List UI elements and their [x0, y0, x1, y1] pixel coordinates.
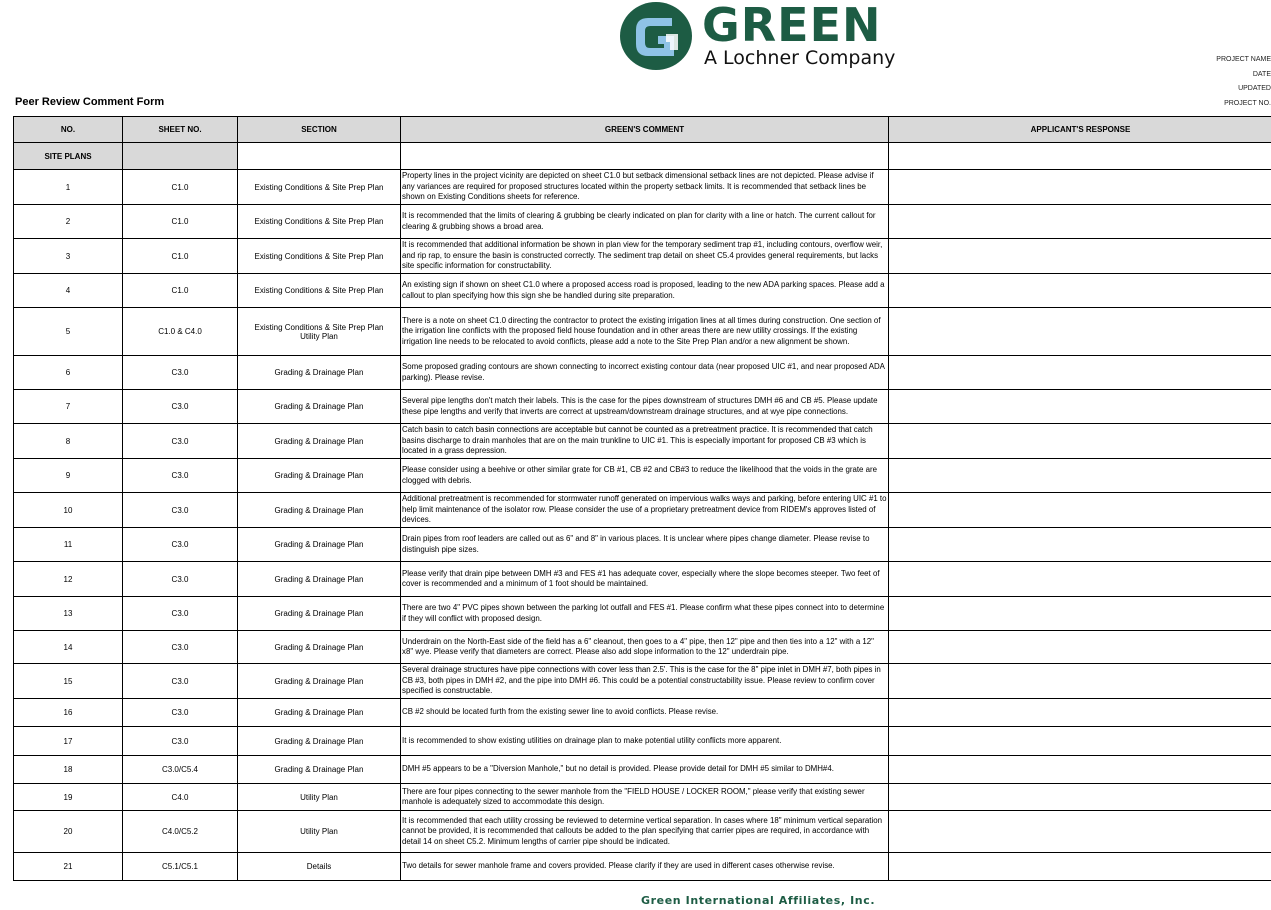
row-no: 11	[14, 528, 123, 562]
row-response	[889, 528, 1271, 562]
date-label: DATE	[1252, 70, 1271, 78]
table-row	[14, 356, 1271, 390]
header-no: NO.	[14, 117, 123, 143]
row-section: Grading & Drainage Plan	[238, 597, 401, 631]
row-no: 10	[14, 493, 123, 528]
green-g-logo-icon	[620, 2, 692, 70]
row-comment: Catch basin to catch basin connections are acceptable but cannot be counted as a pretreatment practice. It is recommended that catch basins discharge to drain manholes that are on the main trunkline to UIC #1. This is especially important for proposed CB #3 which is located in a grass depression.	[401, 424, 889, 459]
header-applicant-response: APPLICANT'S RESPONSE	[889, 117, 1271, 143]
row-response	[889, 239, 1271, 274]
row-sheet-no: C3.0	[123, 356, 238, 390]
row-no: 9	[14, 459, 123, 493]
row-section: Grading & Drainage Plan	[238, 631, 401, 664]
row-response	[889, 274, 1271, 308]
row-no: 7	[14, 390, 123, 424]
row-sheet-no: C1.0	[123, 205, 238, 239]
row-sheet-no: C1.0	[123, 170, 238, 205]
form-title: Peer Review Comment Form	[15, 96, 165, 108]
row-sheet-no: C3.0	[123, 424, 238, 459]
row-no: 19	[14, 784, 123, 811]
row-no: 17	[14, 727, 123, 756]
row-response	[889, 459, 1271, 493]
row-response	[889, 727, 1271, 756]
logo-wordmark: GREEN	[702, 0, 882, 52]
project-name-label: PROJECT NAME	[1216, 56, 1271, 63]
row-comment: Some proposed grading contours are shown connecting to incorrect existing contour data (near proposed UIC #1, and near proposed ADA parking). Please revise.	[401, 356, 889, 390]
row-response	[889, 597, 1271, 631]
table-row	[14, 308, 1271, 356]
table-row	[14, 597, 1271, 631]
row-sheet-no: C3.0	[123, 597, 238, 631]
row-comment: There is a note on sheet C1.0 directing the contractor to protect the existing irrigation lines at all times during construction. One section of the irrigation line conflicts with the proposed field house foundation and in other areas there are new utility crossings. If the existing irrigation line needs to be relocated to avoid conflicts, please add a note to the Site Prep Plan and/or a new alignment be shown.	[401, 308, 889, 356]
row-response	[889, 756, 1271, 784]
header-row	[14, 117, 1271, 143]
row-comment: There are two 4" PVC pipes shown between the parking lot outfall and FES #1. Please confirm what these pipes connect into to determine if they will conflict with proposed design.	[401, 597, 889, 631]
row-response	[889, 853, 1271, 881]
row-no: 4	[14, 274, 123, 308]
row-no: 13	[14, 597, 123, 631]
row-sheet-no: C3.0	[123, 459, 238, 493]
table-row	[14, 756, 1271, 784]
table-row	[14, 205, 1271, 239]
row-response	[889, 631, 1271, 664]
row-sheet-no: C4.0/C5.2	[123, 811, 238, 853]
row-sheet-no: C3.0	[123, 631, 238, 664]
row-response	[889, 699, 1271, 727]
table-row	[14, 274, 1271, 308]
table-row	[14, 562, 1271, 597]
row-no: 3	[14, 239, 123, 274]
table-row	[14, 239, 1271, 274]
row-comment: CB #2 should be located furth from the existing sewer line to avoid conflicts. Please revise.	[401, 699, 889, 727]
row-section: Existing Conditions & Site Prep Plan	[238, 205, 401, 239]
row-comment: An existing sign if shown on sheet C1.0 where a proposed access road is proposed, leading to the new ADA parking spaces. Please add a callout to plan specifying how this sign she be handled during site preparation.	[401, 274, 889, 308]
row-section: Existing Conditions & Site Prep Plan	[238, 274, 401, 308]
row-comment: It is recommended that additional information be shown in plan view for the temporary sediment trap #1, including contours, overflow weir, and rip rap, to ensure the basin is constructed correctly. The sediment trap detail on sheet C5.4 provides general requirements, but lacks site specific information for constructability.	[401, 239, 889, 274]
row-sheet-no: C1.0 & C4.0	[123, 308, 238, 356]
row-comment: There are four pipes connecting to the sewer manhole from the "FIELD HOUSE / LOCKER ROOM," please verify that existing sewer manhole is adequately sized to accommodate this design.	[401, 784, 889, 811]
row-section: Grading & Drainage Plan	[238, 424, 401, 459]
table-row	[14, 493, 1271, 528]
row-no: 20	[14, 811, 123, 853]
row-section: Grading & Drainage Plan	[238, 727, 401, 756]
footer-company: Green International Affiliates, Inc.	[641, 894, 876, 907]
row-sheet-no: C4.0	[123, 784, 238, 811]
header-sheet-no: SHEET NO.	[123, 117, 238, 143]
row-comment: Underdrain on the North-East side of the field has a 6" cleanout, then goes to a 4" pipe, then 12" pipe and then ties into a 12" with a 12" x8" wye. Please verify that diameters are correct. Please also add slope information to the 12" underdrain pipe.	[401, 631, 889, 664]
row-no: 12	[14, 562, 123, 597]
row-sheet-no: C3.0	[123, 493, 238, 528]
row-no: 2	[14, 205, 123, 239]
row-response	[889, 308, 1271, 356]
row-sheet-no: C5.1/C5.1	[123, 853, 238, 881]
comment-table	[13, 116, 1271, 881]
row-section: Existing Conditions & Site Prep Plan Utility Plan	[238, 308, 401, 356]
row-response	[889, 356, 1271, 390]
row-no: 6	[14, 356, 123, 390]
row-no: 16	[14, 699, 123, 727]
row-no: 15	[14, 664, 123, 699]
section-row	[14, 143, 1271, 170]
table-row	[14, 784, 1271, 811]
row-sheet-no: C3.0	[123, 390, 238, 424]
row-no: 14	[14, 631, 123, 664]
row-section: Existing Conditions & Site Prep Plan	[238, 239, 401, 274]
row-sheet-no: C3.0/C5.4	[123, 756, 238, 784]
row-section: Grading & Drainage Plan	[238, 459, 401, 493]
row-response	[889, 562, 1271, 597]
updated-label: UPDATED	[1238, 85, 1271, 92]
row-response	[889, 493, 1271, 528]
logo-subtitle: A Lochner Company	[704, 47, 896, 69]
row-comment: Please consider using a beehive or other similar grate for CB #1, CB #2 and CB#3 to reduce the likelihood that the voids in the grate are clogged with debris.	[401, 459, 889, 493]
row-response	[889, 390, 1271, 424]
row-comment: Please verify that drain pipe between DMH #3 and FES #1 has adequate cover, especially where the slope becomes steeper. Two feet of cover is recommended and a minimum of 1 foot should be maintained.	[401, 562, 889, 597]
row-section: Existing Conditions & Site Prep Plan	[238, 170, 401, 205]
row-sheet-no: C3.0	[123, 727, 238, 756]
row-section: Grading & Drainage Plan	[238, 664, 401, 699]
row-section: Grading & Drainage Plan	[238, 528, 401, 562]
row-comment: Several pipe lengths don't match their labels. This is the case for the pipes downstream of structures DMH #6 and CB #5. Please update these pipe lengths and verify that inverts are correct at upstream/downstream drainage structures, and at wye pipe connections.	[401, 390, 889, 424]
row-comment: It is recommended that the limits of clearing & grubbing be clearly indicated on plan for clarity with a line or hatch. The current callout for clearing & grubbing shows a broad area.	[401, 205, 889, 239]
row-sheet-no: C3.0	[123, 699, 238, 727]
row-comment: Several drainage structures have pipe connections with cover less than 2.5'. This is the case for the 8" pipe inlet in DMH #7, both pipes in CB #3, both pipes in DMH #2, and the pipe into DMH #6. This could be a potential constructability issue. Please review to confirm cover specified is constructable.	[401, 664, 889, 699]
header-greens-comment: GREEN'S COMMENT	[401, 117, 889, 143]
row-section: Grading & Drainage Plan	[238, 493, 401, 528]
table-row	[14, 727, 1271, 756]
table-row	[14, 811, 1271, 853]
row-section: Utility Plan	[238, 811, 401, 853]
row-comment: It is recommended that each utility crossing be reviewed to determine vertical separation. In cases where 18" minimum vertical separation cannot be provided, it is recommended that callouts be added to the plan specifying that carrier pipes are required, in accordance with detail 14 on sheet C5.2. Minimum lengths of carrier pipe should be indicated.	[401, 811, 889, 853]
row-sheet-no: C3.0	[123, 664, 238, 699]
row-section: Utility Plan	[238, 784, 401, 811]
row-section: Grading & Drainage Plan	[238, 390, 401, 424]
table-row	[14, 170, 1271, 205]
row-section: Grading & Drainage Plan	[238, 356, 401, 390]
row-comment: DMH #5 appears to be a "Diversion Manhole," but no detail is provided. Please provide detail for DMH #5 similar to DMH#4.	[401, 756, 889, 784]
row-response	[889, 784, 1271, 811]
row-no: 21	[14, 853, 123, 881]
header-section: SECTION	[238, 117, 401, 143]
project-meta	[1216, 53, 1271, 111]
row-comment: Drain pipes from roof leaders are called out as 6" and 8" in various places. It is unclear where pipes change diameter. Please revise to distinguish pipe sizes.	[401, 528, 889, 562]
row-no: 5	[14, 308, 123, 356]
section-label: SITE PLANS	[14, 143, 123, 170]
row-sheet-no: C1.0	[123, 239, 238, 274]
row-comment: It is recommended to show existing utilities on drainage plan to make potential utility conflicts more apparent.	[401, 727, 889, 756]
row-response	[889, 811, 1271, 853]
row-no: 8	[14, 424, 123, 459]
row-sheet-no: C3.0	[123, 562, 238, 597]
row-section: Grading & Drainage Plan	[238, 699, 401, 727]
table-row	[14, 853, 1271, 881]
row-comment: Additional pretreatment is recommended for stormwater runoff generated on impervious walks ways and parking, before entering UIC #1 to help limit maintenance of the isolator row. Please consider the use of a proprietary pretreatment device from RIDEM's approves listed of devices.	[401, 493, 889, 528]
row-section: Grading & Drainage Plan	[238, 562, 401, 597]
project-no-label: PROJECT NO.	[1224, 99, 1271, 107]
row-no: 18	[14, 756, 123, 784]
table-row	[14, 424, 1271, 459]
row-response	[889, 205, 1271, 239]
row-no: 1	[14, 170, 123, 205]
table-row	[14, 664, 1271, 699]
row-comment: Property lines in the project vicinity are depicted on sheet C1.0 but setback dimensional setback lines are not depicted. Please advise if any variances are required for proposed structures located within the property setback limits. It is recommended that setback lines be shown on Existing Conditions sheets for reference.	[401, 170, 889, 205]
row-sheet-no: C1.0	[123, 274, 238, 308]
table-row	[14, 459, 1271, 493]
row-response	[889, 424, 1271, 459]
table-row	[14, 528, 1271, 562]
table-row	[14, 390, 1271, 424]
table-row	[14, 631, 1271, 664]
row-comment: Two details for sewer manhole frame and covers provided. Please clarify if they are used in different cases otherwise revise.	[401, 853, 889, 881]
row-response	[889, 170, 1271, 205]
table-row	[14, 699, 1271, 727]
row-section: Grading & Drainage Plan	[238, 756, 401, 784]
row-sheet-no: C3.0	[123, 528, 238, 562]
company-logo	[620, 2, 910, 72]
row-response	[889, 664, 1271, 699]
row-section: Details	[238, 853, 401, 881]
